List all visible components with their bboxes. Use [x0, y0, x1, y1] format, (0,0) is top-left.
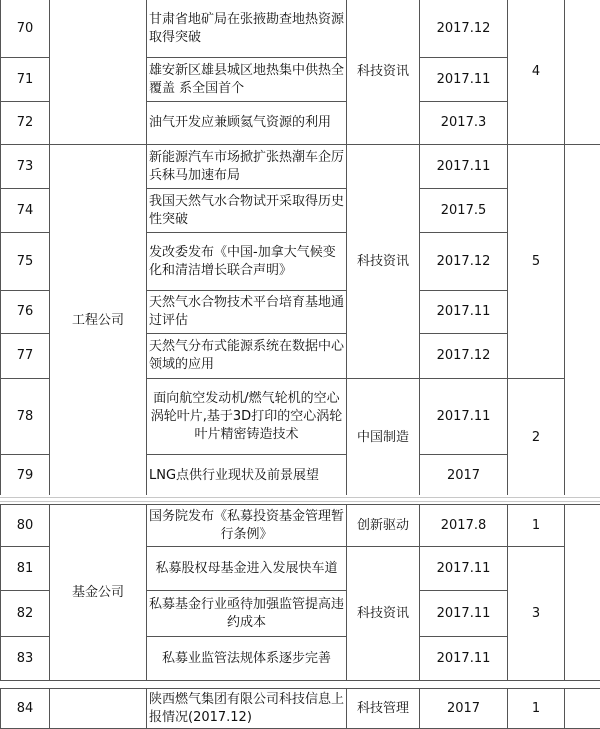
news-title: 雄安新区雄县城区地热集中供热全覆盖 系全国首个	[147, 58, 347, 102]
news-title: 私募业监管法规体系逐步完善	[147, 637, 347, 681]
category-cell: 科技资讯	[347, 547, 420, 681]
page-break-line	[0, 501, 600, 502]
news-title: 甘肃省地矿局在张掖勘查地热资源取得突破	[147, 0, 347, 58]
blank-cell	[565, 689, 600, 729]
date-cell: 2017.11	[420, 145, 508, 189]
news-title: 发改委发布《中国-加拿大气候变化和清洁增长联合声明》	[147, 233, 347, 291]
news-title: 私募基金行业亟待加强监管提高违约成本	[147, 591, 347, 637]
unit-cell-blank	[50, 689, 147, 729]
date-cell: 2017.11	[420, 291, 508, 334]
count-cell: 4	[508, 0, 565, 145]
row-number: 79	[1, 455, 50, 497]
category-cell: 科技管理	[347, 689, 420, 729]
news-title: 面向航空发动机/燃气轮机的空心涡轮叶片,基于3D打印的空心涡轮叶片精密铸造技术	[147, 379, 347, 455]
news-title: LNG点供行业现状及前景展望	[147, 455, 347, 497]
unit-cell: 工程公司	[50, 145, 147, 497]
row-number: 71	[1, 58, 50, 102]
category-cell: 中国制造	[347, 379, 420, 497]
news-table-fund	[0, 504, 600, 729]
date-cell: 2017.12	[420, 0, 508, 58]
category-cell: 创新驱动	[347, 505, 420, 547]
unit-cell: 基金公司	[50, 505, 147, 681]
row-number: 76	[1, 291, 50, 334]
table-row	[1, 689, 600, 729]
date-cell: 2017.11	[420, 547, 508, 591]
count-cell: 3	[508, 547, 565, 681]
news-title: 我国天然气水合物试开采取得历史性突破	[147, 189, 347, 233]
date-cell: 2017.12	[420, 233, 508, 291]
date-cell: 2017.3	[420, 102, 508, 145]
table-row	[1, 0, 600, 58]
blank-cell	[565, 505, 600, 681]
news-title: 国务院发布《私募投资基金管理暂行条例》	[147, 505, 347, 547]
row-number: 81	[1, 547, 50, 591]
blank-cell	[565, 145, 600, 497]
date-cell: 2017.11	[420, 58, 508, 102]
news-title: 私募股权母基金进入发展快车道	[147, 547, 347, 591]
news-title: 陕西燃气集团有限公司科技信息上报情况(2017.12)	[147, 689, 347, 729]
row-number: 77	[1, 334, 50, 379]
row-number: 78	[1, 379, 50, 455]
blank-cell	[565, 0, 600, 145]
row-number: 80	[1, 505, 50, 547]
row-number: 75	[1, 233, 50, 291]
news-title: 油气开发应兼顾氦气资源的利用	[147, 102, 347, 145]
date-cell: 2017.8	[420, 505, 508, 547]
row-number: 72	[1, 102, 50, 145]
category-cell: 科技资讯	[347, 145, 420, 379]
unit-cell-blank	[50, 0, 147, 145]
date-cell: 2017.12	[420, 334, 508, 379]
news-title: 天然气分布式能源系统在数据中心领域的应用	[147, 334, 347, 379]
count-cell: 2	[508, 379, 565, 497]
spacer-cell	[1, 681, 600, 689]
spacer-row	[1, 681, 600, 689]
date-cell: 2017.5	[420, 189, 508, 233]
row-number: 74	[1, 189, 50, 233]
table-row	[1, 145, 600, 189]
news-title: 新能源汽车市场掀扩张热潮车企厉兵秣马加速布局	[147, 145, 347, 189]
count-cell: 1	[508, 689, 565, 729]
date-cell: 2017.11	[420, 379, 508, 455]
date-cell: 2017	[420, 689, 508, 729]
date-cell: 2017.11	[420, 591, 508, 637]
row-number: 83	[1, 637, 50, 681]
count-cell: 5	[508, 145, 565, 379]
row-number: 84	[1, 689, 50, 729]
news-title: 天然气水合物技术平台培育基地通过评估	[147, 291, 347, 334]
row-number: 73	[1, 145, 50, 189]
count-cell: 1	[508, 505, 565, 547]
category-cell: 科技资讯	[347, 0, 420, 145]
row-number: 70	[1, 0, 50, 58]
table-row	[1, 505, 600, 547]
date-cell: 2017	[420, 455, 508, 497]
page-break-line	[0, 497, 600, 498]
date-cell: 2017.11	[420, 637, 508, 681]
row-number: 82	[1, 591, 50, 637]
